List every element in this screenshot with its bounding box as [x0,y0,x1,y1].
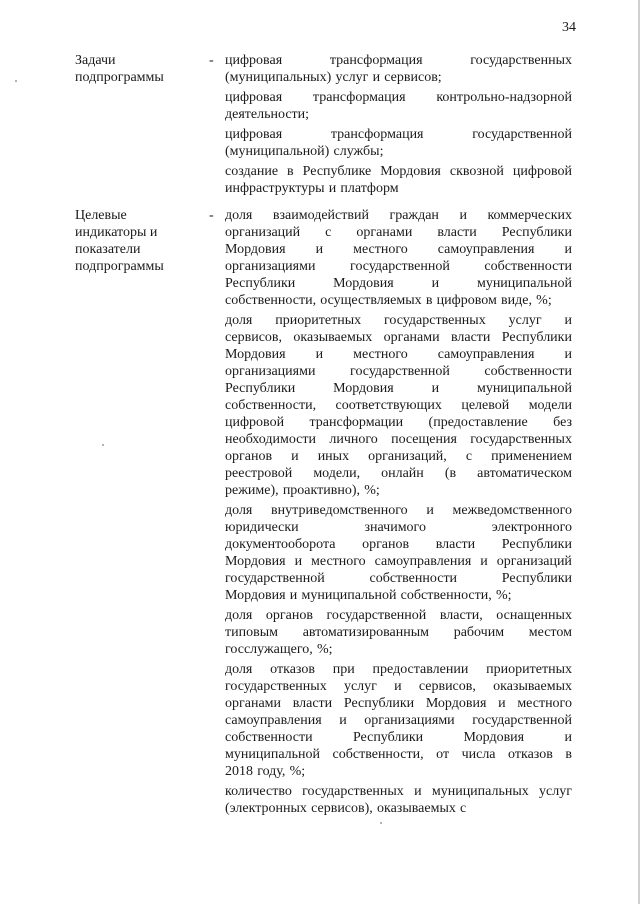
text-line: 2018 году, %; [225,764,306,779]
list-item [225,52,572,86]
text-line: доля отказов при предоставлении приоритетных [225,662,572,677]
text-line: государственных услуг и сервисов, оказываемых [225,679,572,694]
section-label [75,207,200,275]
section-label [75,52,200,86]
scan-speck [102,444,104,446]
text-line: самоуправления и организациями государственной [225,713,572,728]
text-line: доля органов государственной власти, оснащенных [225,608,572,623]
text-line: цифровая трансформация государственной [225,127,572,142]
text-line: Республики Мордовия и муниципальной [225,276,572,291]
label-line: индикаторы и [75,225,158,240]
text-line: муниципальной собственности, от числа отказов в [225,747,572,762]
text-line: Мордовия и местного самоуправления и [225,347,572,362]
scan-speck [380,822,382,824]
list-item [225,502,572,604]
text-line: собственности Республики Мордовия и [225,730,572,745]
text-line: режиме), проактивно), %; [225,483,380,498]
text-line: необходимости личного посещения государственных [225,432,572,447]
text-line: Мордовия и местного самоуправления и организаций [225,554,572,569]
text-line: цифровая трансформация государственных [225,53,572,68]
label-line: Целевые [75,208,127,223]
text-line: (муниципальной) службы; [225,144,384,159]
list-item [225,207,572,309]
text-line: инфраструктуры и платформ [225,181,399,196]
dash-separator: - [209,208,214,223]
text-line: Мордовия и муниципальной собственности, %; [225,588,512,603]
list-item [225,661,572,780]
label-line: Задачи [75,53,116,68]
text-line: документооборота органов власти Республики [225,537,572,552]
text-line: Республики Мордовия и муниципальной [225,381,572,396]
text-line: организаций с органами власти Республики [225,225,572,240]
section-content [225,52,572,200]
text-line: организациями государственной собственности [225,259,572,274]
list-item [225,607,572,658]
text-line: собственности, соответствующих целевой модели [225,398,572,413]
list-item [225,89,572,123]
list-item [225,783,572,817]
text-line: реестровой модели, онлайн (в автоматическом [225,466,572,481]
text-line: (электронных сервисов), оказываемых с [225,801,467,816]
label-line: показатели [75,242,141,257]
text-line: (муниципальных) услуг и сервисов; [225,70,442,85]
text-line: органами власти Республики Мордовия и местного [225,696,572,711]
text-line: цифровая трансформация контрольно-надзорной [225,90,572,105]
text-line: доля внутриведомственного и межведомственного [225,503,572,518]
text-line: органов и иных организаций, с применением [225,449,572,464]
label-line: подпрограммы [75,259,164,274]
list-item [225,126,572,160]
list-item [225,163,572,197]
text-line: собственности, осуществляемых в цифровом виде, %; [225,293,552,308]
text-line: доля приоритетных государственных услуг и [225,313,572,328]
label-line: подпрограммы [75,70,164,85]
scan-speck [15,80,17,82]
text-line: доля взаимодействий граждан и коммерческих [225,208,572,223]
text-line: создание в Республике Мордовия сквозной цифровой [225,164,572,179]
text-line: деятельности; [225,107,310,122]
list-item [225,312,572,499]
text-line: цифровой трансформации (предоставление без [225,415,572,430]
text-line: государственной собственности Республики [225,571,572,586]
text-line: госслужащего, %; [225,642,333,657]
section-content [225,207,572,820]
text-line: типовым автоматизированным рабочим местом [225,625,572,640]
text-line: количество государственных и муниципальных услуг [225,784,572,799]
text-line: сервисов, оказываемых органами власти Республики [225,330,572,345]
page-number: 34 [562,20,576,35]
text-line: организациями государственной собственности [225,364,572,379]
text-line: Мордовия и местного самоуправления и [225,242,572,257]
dash-separator: - [209,53,214,68]
text-line: юридически значимого электронного [225,520,572,535]
